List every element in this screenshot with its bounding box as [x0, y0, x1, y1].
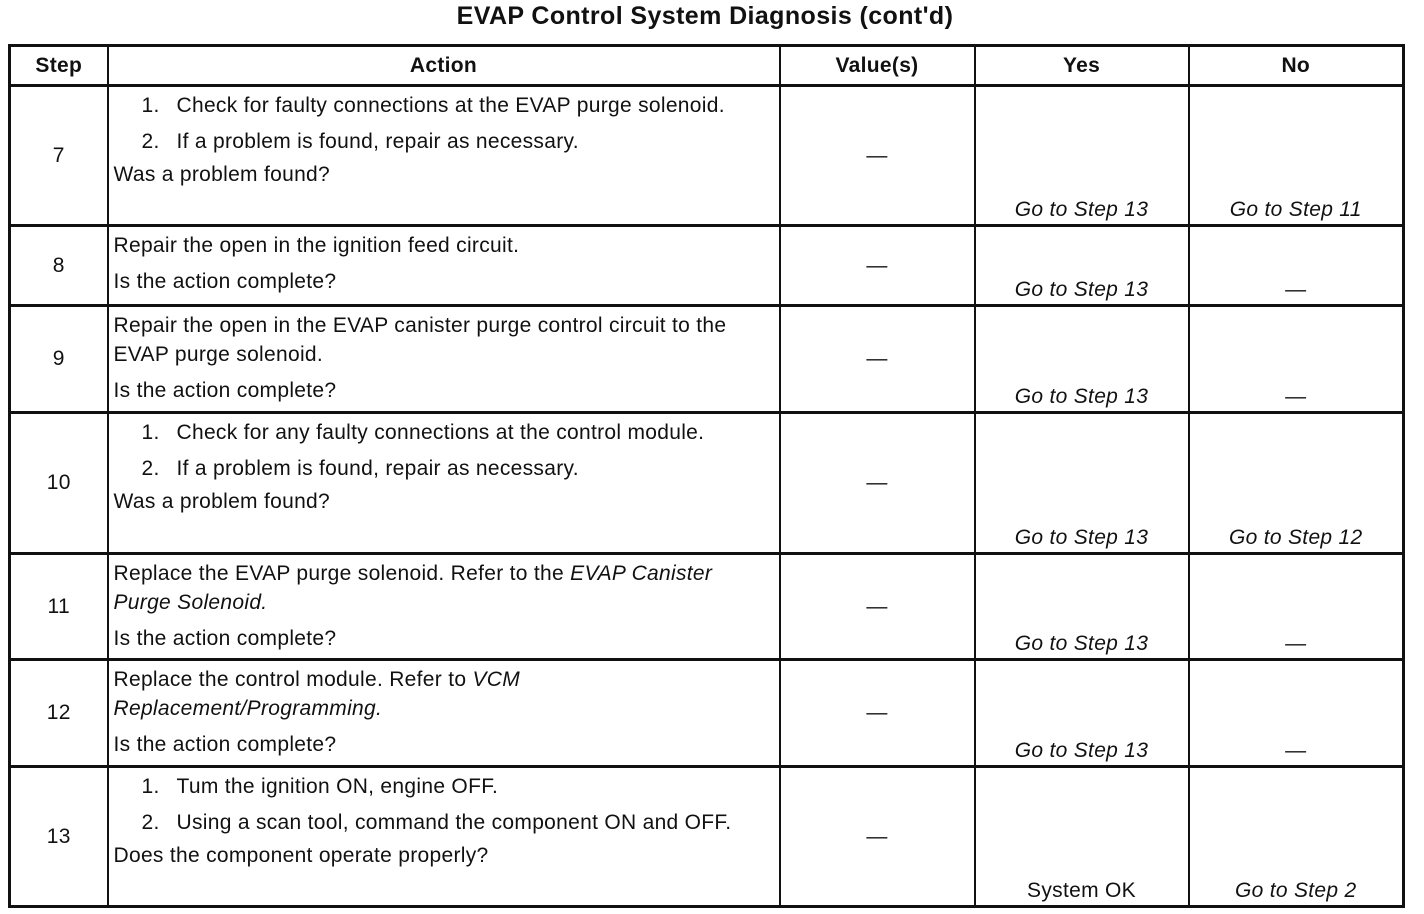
action-text-plain: Replace the EVAP purge solenoid. Refer to the: [113, 562, 571, 585]
action-text: [114, 559, 773, 617]
value-cell: —: [780, 554, 975, 660]
document-title: EVAP Control System Diagnosis (cont'd): [456, 2, 954, 30]
header-yes: Yes: [975, 46, 1189, 86]
no-cell: Go to Step 11: [1189, 86, 1404, 226]
list-number: 1.: [141, 421, 160, 444]
action-text: Repair the open in the ignition feed circuit.: [113, 234, 520, 257]
action-question: Is the action complete?: [113, 270, 337, 293]
no-cell: —: [1189, 306, 1404, 413]
list-number: 2.: [141, 457, 160, 480]
list-number: 2.: [141, 130, 160, 153]
header-values: Value(s): [780, 46, 975, 86]
yes-cell: System OK: [975, 767, 1189, 907]
action-text-plain: Replace the control module. Refer to: [113, 668, 473, 691]
no-cell: —: [1189, 554, 1404, 660]
action-question: Does the component operate properly?: [113, 844, 489, 867]
list-text: If a problem is found, repair as necessary.: [176, 457, 579, 480]
header-no: No: [1189, 46, 1404, 86]
value-cell: —: [780, 306, 975, 413]
no-cell: —: [1189, 660, 1404, 767]
action-text: Repair the open in the EVAP canister purge control circuit to the EVAP purge solenoid.: [113, 314, 727, 366]
step-number: 12: [10, 660, 108, 767]
yes-cell: Go to Step 13: [975, 413, 1189, 554]
action-question: Was a problem found?: [113, 490, 331, 513]
list-item: [114, 772, 773, 801]
action-list: [114, 772, 773, 837]
header-action: Action: [108, 46, 780, 86]
list-number: 1.: [141, 94, 160, 117]
table-row: [10, 554, 1404, 660]
action-list: [114, 418, 773, 483]
action-question: Was a problem found?: [113, 163, 331, 186]
header-row: [10, 46, 1404, 86]
action-list: [114, 91, 773, 156]
action-cell: [108, 660, 780, 767]
step-number: 7: [10, 86, 108, 226]
action-cell: [108, 413, 780, 554]
table-row: [10, 413, 1404, 554]
list-item: [114, 454, 773, 483]
table-row: [10, 306, 1404, 413]
yes-cell: Go to Step 13: [975, 554, 1189, 660]
list-text: Check for any faulty connections at the control module.: [176, 421, 705, 444]
action-cell: [108, 767, 780, 907]
list-number: 2.: [141, 811, 160, 834]
header-step: Step: [10, 46, 108, 86]
yes-cell: Go to Step 13: [975, 660, 1189, 767]
manual-reference-link: EVAP Canister Purge Solenoid.: [113, 562, 713, 614]
diagnosis-table: [8, 44, 1405, 908]
no-cell: —: [1189, 226, 1404, 306]
list-text: If a problem is found, repair as necessary.: [176, 130, 579, 153]
yes-cell: Go to Step 13: [975, 86, 1189, 226]
action-cell: [108, 86, 780, 226]
action-cell: [108, 306, 780, 413]
list-text: Check for faulty connections at the EVAP purge solenoid.: [176, 94, 725, 117]
action-question: Is the action complete?: [113, 733, 337, 756]
list-item: [114, 91, 773, 120]
manual-reference-link: VCM Replacement/Programming.: [113, 668, 521, 720]
table-row: [10, 660, 1404, 767]
action-cell: [108, 226, 780, 306]
step-number: 11: [10, 554, 108, 660]
table-row: [10, 226, 1404, 306]
value-cell: —: [780, 226, 975, 306]
value-cell: —: [780, 660, 975, 767]
list-item: [114, 808, 773, 837]
step-number: 10: [10, 413, 108, 554]
yes-cell: Go to Step 13: [975, 226, 1189, 306]
action-question: Is the action complete?: [113, 627, 337, 650]
action-text: [114, 665, 773, 723]
step-number: 9: [10, 306, 108, 413]
list-item: [114, 127, 773, 156]
list-text: Tum the ignition ON, engine OFF.: [176, 775, 499, 798]
value-cell: —: [780, 767, 975, 907]
list-number: 1.: [141, 775, 160, 798]
no-cell: Go to Step 12: [1189, 413, 1404, 554]
list-item: [114, 418, 773, 447]
step-number: 13: [10, 767, 108, 907]
table-row: [10, 86, 1404, 226]
value-cell: —: [780, 86, 975, 226]
step-number: 8: [10, 226, 108, 306]
action-cell: [108, 554, 780, 660]
yes-cell: Go to Step 13: [975, 306, 1189, 413]
action-question: Is the action complete?: [113, 379, 337, 402]
table-row: [10, 767, 1404, 907]
list-text: Using a scan tool, command the component ON and OFF.: [176, 811, 732, 834]
value-cell: —: [780, 413, 975, 554]
no-cell: Go to Step 2: [1189, 767, 1404, 907]
